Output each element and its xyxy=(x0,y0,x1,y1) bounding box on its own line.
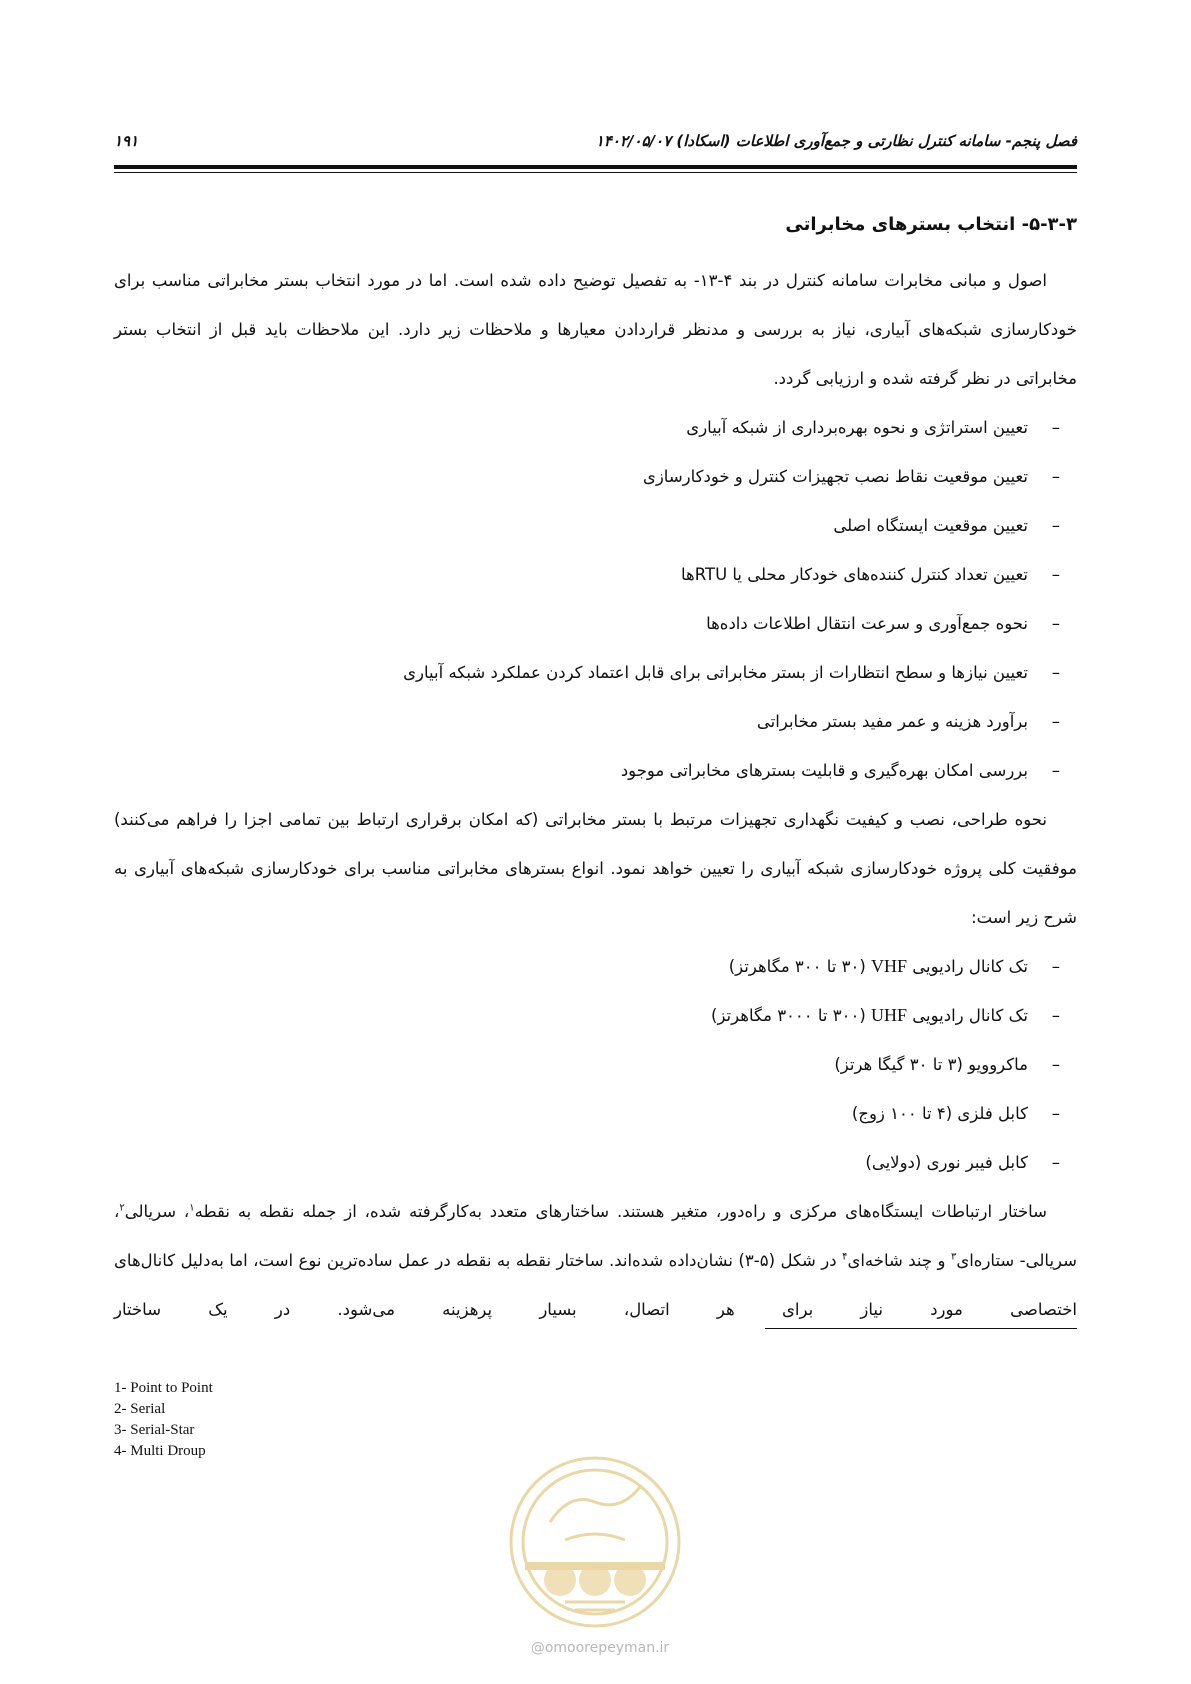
list-item: –بررسی امکان بهره‌گیری و قابلیت بسترهای مخابراتی موجود xyxy=(114,746,1060,795)
dash-bullet: – xyxy=(1051,663,1060,682)
footnotes xyxy=(114,1378,213,1462)
footnote-ref[interactable]: ۴ xyxy=(842,1251,848,1263)
chapter-title: فصل پنجم- سامانه کنترل نظارتی و جمع‌آوری اطلاعات (اسکادا) ۱۴۰۲/۰۵/۰۷ xyxy=(595,132,1077,150)
list-item: –تعیین استراتژی و نحوه بهره‌برداری از شبکه آبیاری xyxy=(114,403,1060,452)
dash-bullet: – xyxy=(1051,957,1060,976)
list-item: –تک کانال رادیویی UHF (۳۰۰ تا ۳۰۰۰ مگاهرتز) xyxy=(114,991,1060,1040)
list-item: –ماکروویو (۳ تا ۳۰ گیگا هرتز) xyxy=(114,1040,1060,1089)
third-line-2: نقطه$^۱$، سریالی$^۲$، سریالی- ستاره‌ای$^۳$ و چند شاخه‌ای$^۴$ در شکل (۵-۳) نشان‌داده شده‌اند. ساختار نقطه به نقطه در عمل xyxy=(114,1202,1077,1270)
dash-bullet: – xyxy=(1051,1104,1060,1123)
second-line-1: نحوه طراحی، نصب و کیفیت نگهداری تجهیزات مرتبط با بستر مخابراتی (که امکان برقراری ارتباط بین تمامی اجزا xyxy=(243,810,1047,829)
second-line-3: برای خودکارسازی شبکه‌های آبیاری به شرح زیر است: xyxy=(114,859,1077,927)
list-item: –تعیین تعداد کنترل کننده‌های خودکار محلی یا RTUها xyxy=(114,550,1060,599)
list-item: –نحوه جمع‌آوری و سرعت انتقال اطلاعات داده‌ها xyxy=(114,599,1060,648)
dash-bullet: – xyxy=(1051,712,1060,731)
third-paragraph xyxy=(114,1187,1077,1334)
dash-bullet: – xyxy=(1051,1055,1060,1074)
section-heading: ۵-۳-۳- انتخاب بسترهای مخابراتی xyxy=(785,214,1077,235)
dash-bullet: – xyxy=(1051,1153,1060,1172)
third-line-1: ساختار ارتباطات ایستگاه‌های مرکزی و راه‌دور، متغیر هستند. ساختارهای متعدد به‌کارگرفته شده، از جمله نقطه به xyxy=(237,1202,1047,1221)
watermark-url: @omoorepeyman.ir xyxy=(530,1640,670,1656)
header-rule-thin xyxy=(114,172,1077,173)
considerations-list xyxy=(114,403,1077,795)
dash-bullet: – xyxy=(1051,614,1060,633)
list-item: –تعیین موقعیت ایستگاه اصلی xyxy=(114,501,1060,550)
third-line-3: ساده‌ترین نوع است، اما به‌دلیل کانال‌های اختصاصی مورد نیاز برای هر اتصال، بسیار پرهزینه می‌شود. در یک ساختار xyxy=(114,1251,1077,1319)
list-item: –برآورد هزینه و عمر مفید بستر مخابراتی xyxy=(114,697,1060,746)
footnote-ref[interactable]: ۳ xyxy=(950,1251,957,1263)
dash-bullet: – xyxy=(1051,467,1060,486)
dash-bullet: – xyxy=(1051,565,1060,584)
dash-bullet: – xyxy=(1051,1006,1060,1025)
footnote-3: 3- Serial-Star xyxy=(114,1422,195,1438)
footnote-4: 4- Multi Droup xyxy=(114,1443,206,1459)
list-item: –تعیین نیازها و سطح انتظارات از بستر مخابراتی برای قابل اعتماد کردن عملکرد شبکه آبیاری xyxy=(114,648,1060,697)
intro-line-2: مخابراتی مناسب برای خودکارسازی شبکه‌های آبیاری، نیاز به بررسی و مدنظر قراردادن معیارها و ملاحظات زیر دارد. xyxy=(114,271,1077,339)
intro-line-3: این ملاحظات باید قبل از انتخاب بستر مخابراتی در نظر گرفته شده و ارزیابی گردد. xyxy=(114,320,1077,388)
header-rule-thick xyxy=(114,165,1077,169)
footnote-ref[interactable]: ۱ xyxy=(189,1202,195,1214)
footnote-2: 2- Serial xyxy=(114,1401,166,1417)
dash-bullet: – xyxy=(1051,761,1060,780)
body-text xyxy=(114,210,1077,1334)
page-number: ۱۹۱ xyxy=(114,132,139,150)
running-header xyxy=(114,130,1077,160)
intro-paragraph xyxy=(114,256,1077,403)
footnote-1: 1- Point to Point xyxy=(114,1380,213,1396)
second-line-2: را فراهم می‌کنند) موفقیت کلی پروژه خودکارسازی شبکه آبیاری را تعیین خواهد نمود. انواع بسترهای مخابراتی مناسب xyxy=(114,810,1077,878)
dash-bullet: – xyxy=(1051,418,1060,437)
list-item: –کابل فیبر نوری (دولایی) xyxy=(114,1138,1060,1187)
footnote-separator xyxy=(765,1328,1077,1329)
media-types-list xyxy=(114,942,1077,1187)
second-paragraph xyxy=(114,795,1077,942)
intro-line-1: اصول و مبانی مخابرات سامانه کنترل در بند ۴-۱۳- به تفصیل توضیح داده شده است. اما در مورد انتخاب بستر xyxy=(275,271,1048,290)
dash-bullet: – xyxy=(1051,516,1060,535)
list-item: –تک کانال رادیویی VHF (۳۰ تا ۳۰۰ مگاهرتز) xyxy=(114,942,1060,991)
seal-watermark-icon xyxy=(505,1452,685,1632)
list-item: –کابل فلزی (۴ تا ۱۰۰ زوج) xyxy=(114,1089,1060,1138)
footnote-ref[interactable]: ۲ xyxy=(119,1202,125,1214)
list-item: –تعیین موقعیت نقاط نصب تجهیزات کنترل و خودکارسازی xyxy=(114,452,1060,501)
